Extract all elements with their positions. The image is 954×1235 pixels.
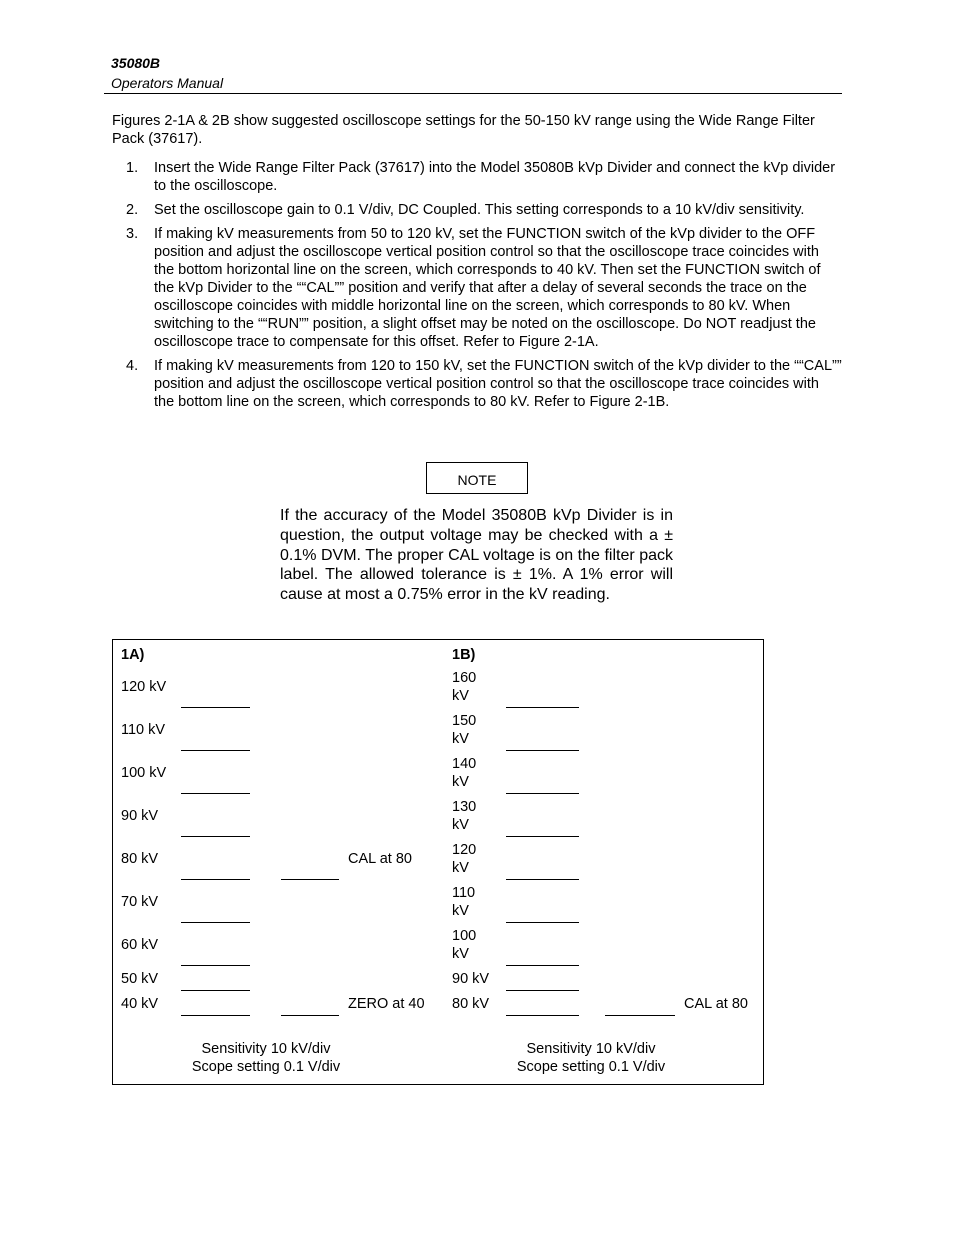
scope-graticule-line	[506, 750, 579, 751]
step-number: 2.	[126, 202, 139, 218]
figure-1a-title: 1A)	[121, 647, 145, 663]
scope-graticule-line	[506, 707, 579, 708]
zero-trace-line	[281, 1015, 339, 1016]
level-label-1a: 50 kV	[121, 971, 159, 987]
figure-1b-caption	[491, 1040, 691, 1076]
level-label-1b: 120 kV	[452, 842, 477, 876]
level-label-1a: 40 kV	[121, 996, 159, 1012]
cal-trace-line	[605, 1015, 675, 1016]
step-text: Insert the Wide Range Filter Pack (37617) into the Model 35080B kVp Divider and connect the kVp divider to the oscilloscope.	[154, 160, 836, 194]
scope-setting-caption: Scope setting 0.1 V/div	[191, 1059, 341, 1075]
scope-graticule-line	[181, 793, 250, 794]
step-item	[126, 357, 842, 411]
manual-title: Operators Manual	[111, 75, 224, 91]
level-label-1a: 80 kV	[121, 851, 159, 867]
scope-graticule-line	[506, 836, 579, 837]
step-number: 1.	[126, 160, 139, 176]
cal-label-1a: CAL at 80	[348, 851, 412, 867]
sensitivity-caption: Sensitivity 10 kV/div	[526, 1041, 656, 1057]
step-item	[126, 159, 842, 195]
scope-graticule-line	[181, 965, 250, 966]
scope-graticule-line	[181, 707, 250, 708]
level-label-1a: 60 kV	[121, 937, 159, 953]
level-label-1b: 130 kV	[452, 799, 477, 833]
manual-model-number: 35080B	[111, 55, 161, 71]
figure-1b-title: 1B)	[452, 647, 476, 663]
scope-graticule-line	[181, 1015, 250, 1016]
step-text: Set the oscilloscope gain to 0.1 V/div, DC Coupled. This setting corresponds to a 10 kV/div sensitivity.	[154, 202, 805, 218]
note-text: If the accuracy of the Model 35080B kVp Divider is in question, the output voltage may be checked with a ± 0.1% DVM. The proper CAL voltage is on the filter pack label. The allowed tolerance is ± 1%. A 1% error will cause at most a 0.75% error in the kV reading.	[280, 507, 673, 604]
scope-graticule-line	[181, 990, 250, 991]
step-item	[126, 201, 842, 219]
level-label-1a: 120 kV	[121, 679, 167, 695]
level-label-1b: 100 kV	[452, 928, 477, 962]
level-label-1b: 90 kV	[452, 971, 490, 987]
level-label-1b: 150 kV	[452, 713, 477, 747]
step-number: 4.	[126, 358, 139, 374]
scope-graticule-line	[506, 990, 579, 991]
note-label-box: NOTE	[426, 462, 528, 494]
level-label-1b: 140 kV	[452, 756, 477, 790]
procedure-steps	[126, 159, 842, 417]
scope-graticule-line	[506, 1015, 579, 1016]
scope-graticule-line	[181, 879, 250, 880]
cal-trace-line	[281, 879, 339, 880]
cal-label-1b: CAL at 80	[684, 996, 748, 1012]
oscilloscope-settings-figure	[112, 639, 764, 1085]
scope-setting-caption: Scope setting 0.1 V/div	[516, 1059, 666, 1075]
step-number: 3.	[126, 226, 139, 242]
figure-1a-caption	[166, 1040, 366, 1076]
intro-paragraph: Figures 2-1A & 2B show suggested oscilloscope settings for the 50-150 kV range using the Wide Range Filter Pack (37617).	[112, 113, 815, 147]
level-label-1b: 80 kV	[452, 996, 490, 1012]
scope-graticule-line	[181, 836, 250, 837]
level-label-1b: 160 kV	[452, 670, 477, 704]
scope-graticule-line	[506, 922, 579, 923]
level-label-1a: 110 kV	[121, 722, 166, 738]
scope-graticule-line	[181, 750, 250, 751]
header-divider	[104, 93, 842, 94]
step-text: If making kV measurements from 120 to 150 kV, set the FUNCTION switch of the kVp divider to the ““CAL”” position and adjust the oscilloscope vertical position control so that the oscilloscope trace coincides with the bottom line on the screen, which corresponds to 80 kV. Refer to Figure 2-1B.	[154, 358, 842, 410]
step-text: If making kV measurements from 50 to 120 kV, set the FUNCTION switch of the kVp divider to the OFF position and adjust the oscilloscope vertical position control so that the oscilloscope trace coincides with the bottom horizontal line on the screen, which corresponds to 40 kV. Then set the FUNCTION switch of the kVp Divider to the ““CAL”” position and verify that after a delay of several seconds the trace on the oscilloscope coincides with middle horizontal line on the screen, which corresponds to 80 kV. When switching to the ““RUN”” position, a slight offset may be noted on the oscilloscope. Do NOT readjust the oscilloscope trace to compensate for this offset. Refer to Figure 2-1A.	[154, 226, 821, 350]
zero-label-1a: ZERO at 40	[348, 996, 425, 1012]
level-label-1a: 90 kV	[121, 808, 159, 824]
sensitivity-caption: Sensitivity 10 kV/div	[201, 1041, 331, 1057]
scope-graticule-line	[181, 922, 250, 923]
scope-graticule-line	[506, 879, 579, 880]
step-item	[126, 225, 842, 351]
level-label-1b: 110 kV	[452, 885, 476, 919]
level-label-1a: 70 kV	[121, 894, 159, 910]
scope-graticule-line	[506, 965, 579, 966]
scope-graticule-line	[506, 793, 579, 794]
level-label-1a: 100 kV	[121, 765, 167, 781]
